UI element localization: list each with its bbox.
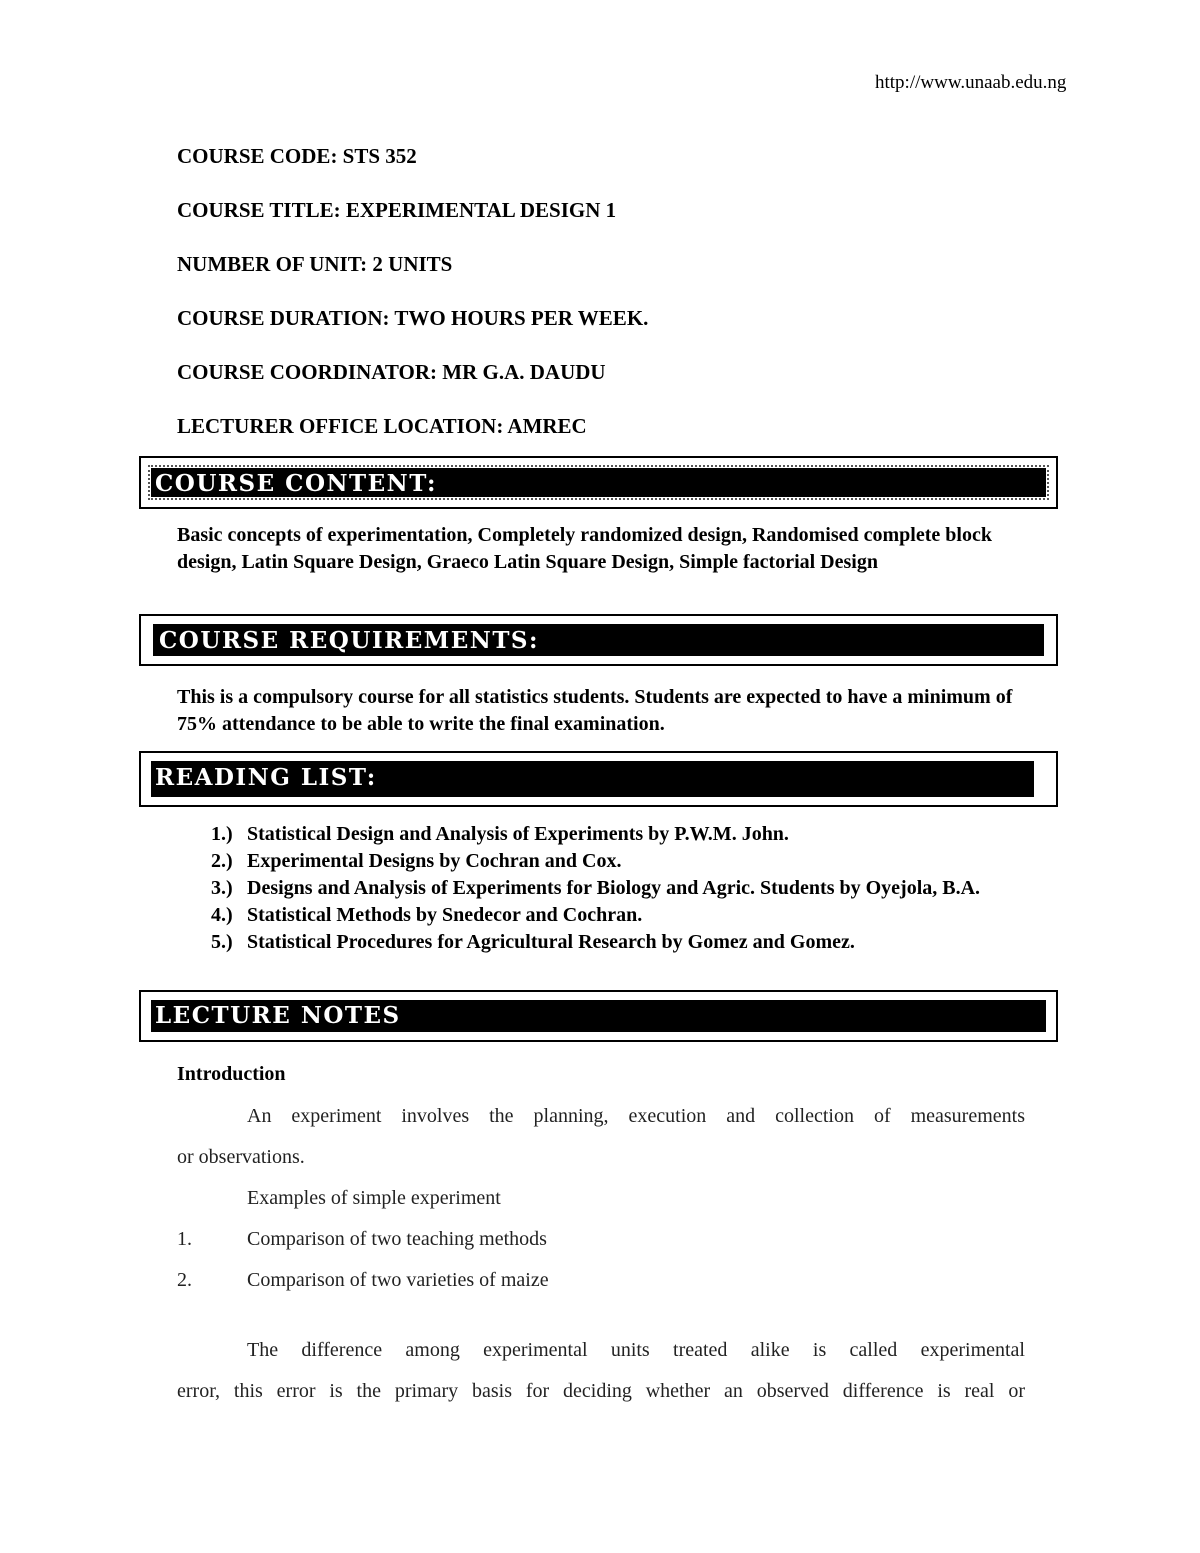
list-item bbox=[177, 875, 1007, 902]
course-content-heading: COURSE CONTENT: bbox=[155, 470, 437, 497]
list-item bbox=[177, 848, 1007, 875]
error-paragraph-line-1: The difference among experimental units treated alike is called experimental bbox=[247, 1339, 1025, 1361]
list-item-number: 2.) bbox=[211, 850, 233, 872]
course-content-banner bbox=[139, 456, 1058, 509]
examples-heading: Examples of simple experiment bbox=[247, 1187, 501, 1209]
list-item-text: Statistical Methods by Snedecor and Cochran. bbox=[247, 904, 643, 926]
course-requirements-banner bbox=[139, 614, 1058, 666]
introduction-heading: Introduction bbox=[177, 1063, 286, 1085]
intro-paragraph-line-2: or observations. bbox=[177, 1146, 305, 1168]
course-content-text: Basic concepts of experimentation, Completely randomized design, Randomised complete block design, Latin Square Design, Graeco Latin Square Design, Simple factorial Design bbox=[177, 524, 992, 573]
list-item-text: Experimental Designs by Cochran and Cox. bbox=[247, 850, 622, 872]
reading-list-banner bbox=[139, 751, 1058, 807]
lecturer-office-location: LECTURER OFFICE LOCATION: AMREC bbox=[177, 414, 587, 438]
list-item-text: Designs and Analysis of Experiments for Biology and Agric. Students by Oyejola, B.A. bbox=[247, 877, 981, 899]
course-code: COURSE CODE: STS 352 bbox=[177, 144, 417, 168]
list-item bbox=[177, 902, 1007, 929]
example-number: 2. bbox=[177, 1269, 192, 1291]
list-item bbox=[177, 821, 1007, 848]
number-of-units: NUMBER OF UNIT: 2 UNITS bbox=[177, 252, 453, 276]
reading-list bbox=[177, 821, 1007, 956]
intro-paragraph-line-1: An experiment involves the planning, execution and collection of measurements bbox=[247, 1105, 1025, 1127]
list-item-text: Statistical Procedures for Agricultural Research by Gomez and Gomez. bbox=[247, 931, 855, 953]
list-item-number: 1.) bbox=[211, 823, 233, 845]
course-duration: COURSE DURATION: TWO HOURS PER WEEK. bbox=[177, 306, 649, 330]
lecture-notes-heading: LECTURE NOTES bbox=[155, 1002, 401, 1029]
page-url: http://www.unaab.edu.ng bbox=[875, 72, 1067, 93]
example-text: Comparison of two teaching methods bbox=[247, 1228, 547, 1250]
list-item-text: Statistical Design and Analysis of Experiments by P.W.M. John. bbox=[247, 823, 789, 845]
example-text: Comparison of two varieties of maize bbox=[247, 1269, 549, 1291]
list-item-number: 3.) bbox=[211, 877, 233, 899]
course-coordinator: COURSE COORDINATOR: MR G.A. DAUDU bbox=[177, 360, 606, 384]
example-number: 1. bbox=[177, 1228, 192, 1250]
list-item bbox=[177, 929, 1007, 956]
lecture-notes-banner bbox=[139, 990, 1058, 1042]
error-paragraph-line-2: error, this error is the primary basis for deciding whether an observed difference is real or bbox=[177, 1380, 1025, 1402]
course-requirements-text: This is a compulsory course for all statistics students. Students are expected to have a minimum of 75% attendance to be able to write the final examination. bbox=[177, 686, 1013, 735]
list-item-number: 4.) bbox=[211, 904, 233, 926]
course-requirements-heading: COURSE REQUIREMENTS: bbox=[159, 627, 540, 654]
list-item-number: 5.) bbox=[211, 931, 233, 953]
reading-list-heading: READING LIST: bbox=[155, 764, 377, 791]
course-title: COURSE TITLE: EXPERIMENTAL DESIGN 1 bbox=[177, 198, 617, 222]
